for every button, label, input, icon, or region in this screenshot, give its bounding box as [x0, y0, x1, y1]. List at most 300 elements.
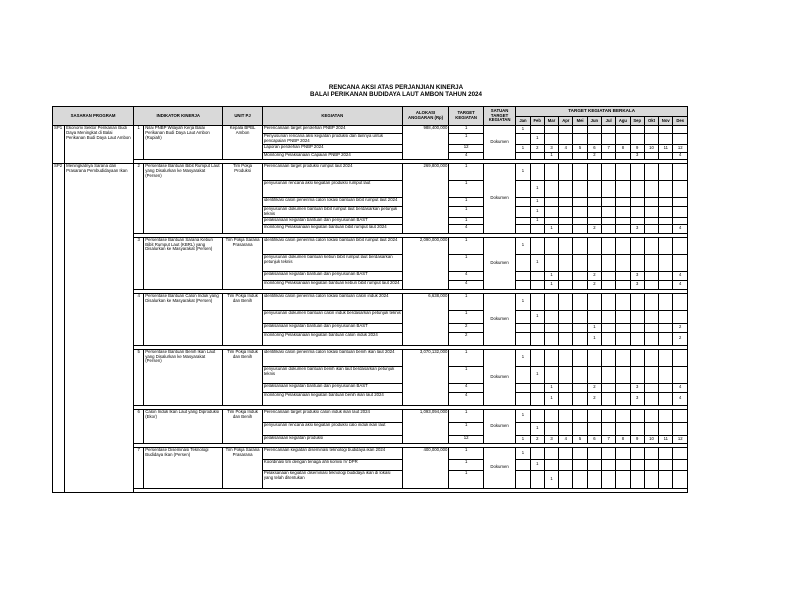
month-cell: 4 — [673, 152, 688, 159]
month-cell — [644, 383, 658, 392]
month-cell — [544, 163, 558, 180]
month-cell — [559, 293, 573, 310]
month-cell — [616, 447, 630, 459]
month-cell — [544, 310, 558, 323]
kegiatan-text: identifikasi calon penerima calon lokasi bantuan bibit rumput laut 2024 — [262, 197, 402, 206]
month-cell — [659, 409, 673, 422]
indikator-number: 2 — [134, 163, 144, 233]
month-cell — [673, 422, 688, 435]
table-row — [53, 409, 688, 422]
month-cell: 1 — [544, 152, 558, 159]
month-cell — [559, 180, 573, 197]
month-cell — [659, 447, 673, 459]
month-cell: 1 — [530, 134, 544, 145]
month-cell — [644, 349, 658, 366]
month-cell — [673, 197, 688, 206]
month-cell: 6 — [587, 435, 601, 443]
month-cell — [659, 280, 673, 289]
month-cell — [587, 293, 601, 310]
month-cell — [616, 293, 630, 310]
month-cell — [587, 197, 601, 206]
month-cell — [644, 224, 658, 233]
month-cell — [602, 163, 616, 180]
month-cell: 2 — [587, 392, 601, 405]
document-subtitle: BALAI PERIKANAN BUDIDAYA LAUT AMBON TAHUN 2024 — [310, 91, 482, 98]
alokasi-anggaran: 269,800,000 — [402, 163, 449, 233]
month-cell — [630, 459, 644, 470]
month-cell: 1 — [516, 435, 530, 443]
month-cell — [573, 392, 587, 405]
month-cell — [602, 447, 616, 459]
target-kegiatan: 1 — [449, 447, 483, 459]
target-kegiatan: 1 — [449, 310, 483, 323]
month-cell — [559, 310, 573, 323]
month-cell — [616, 366, 630, 383]
month-cell — [630, 126, 644, 134]
kegiatan-text: pelaksanaan kegiatan bantuan dan penyusunan BAST — [262, 383, 402, 392]
month-cell — [544, 332, 558, 345]
month-cell — [544, 197, 558, 206]
month-cell: 10 — [644, 435, 658, 443]
month-cell — [544, 180, 558, 197]
month-cell: 1 — [516, 293, 530, 310]
month-cell — [616, 280, 630, 289]
month-cell — [516, 470, 530, 488]
month-cell — [659, 271, 673, 280]
target-kegiatan: 1 — [449, 349, 483, 366]
month-cell: 1 — [516, 237, 530, 254]
indikator-text: Persentase Diseminasi Teknologi Budidaya Ikan (Persen) — [144, 447, 223, 488]
month-cell — [616, 152, 630, 159]
alokasi-anggaran: 400,000,000 — [402, 447, 449, 488]
month-cell — [602, 271, 616, 280]
month-cell — [602, 366, 616, 383]
month-cell: 3 — [630, 280, 644, 289]
month-cell: 2 — [587, 224, 601, 233]
target-kegiatan: 12 — [449, 144, 483, 152]
target-kegiatan: 1 — [449, 409, 483, 422]
header-indikator: INDIKATOR KINERJA — [134, 107, 223, 126]
month-cell: 1 — [530, 217, 544, 224]
month-cell: 1 — [544, 224, 558, 233]
month-cell — [616, 323, 630, 332]
month-cell — [573, 152, 587, 159]
month-cell — [530, 293, 544, 310]
month-cell — [530, 152, 544, 159]
month-cell: 1 — [516, 144, 530, 152]
target-kegiatan: 2 — [449, 323, 483, 332]
month-cell: 2 — [587, 280, 601, 289]
month-cell: 1 — [544, 280, 558, 289]
month-cell — [616, 383, 630, 392]
month-cell: 1 — [544, 470, 558, 488]
kegiatan-text: identifikasi calon penerima calon lokasi bantuan bibit rumput laut 2024 — [262, 237, 402, 254]
month-cell: 2 — [673, 332, 688, 345]
month-cell — [587, 126, 601, 134]
month-cell — [573, 271, 587, 280]
month-cell — [587, 447, 601, 459]
month-cell — [559, 254, 573, 271]
month-cell — [587, 180, 601, 197]
month-cell — [630, 163, 644, 180]
month-cell — [530, 126, 544, 134]
month-cell — [673, 254, 688, 271]
month-cell — [644, 366, 658, 383]
indikator-number: 5 — [134, 349, 144, 405]
month-cell — [559, 459, 573, 470]
month-cell — [530, 332, 544, 345]
month-cell — [573, 422, 587, 435]
month-cell — [602, 197, 616, 206]
month-cell — [602, 280, 616, 289]
header-month: Mar — [544, 117, 558, 126]
kegiatan-text: monitoring Pelaksanaan kegiatan bantuan calon induk 2024 — [262, 332, 402, 345]
month-cell — [673, 409, 688, 422]
table-row — [53, 447, 688, 459]
month-cell: 1 — [530, 180, 544, 197]
month-cell — [573, 280, 587, 289]
month-cell — [673, 470, 688, 488]
month-cell — [644, 470, 658, 488]
month-cell — [587, 163, 601, 180]
month-cell: 4 — [673, 392, 688, 405]
table-row — [53, 237, 688, 254]
month-cell — [516, 366, 530, 383]
month-cell: 5 — [573, 144, 587, 152]
header-kegiatan: KEGIATAN — [262, 107, 402, 126]
month-cell: 8 — [616, 435, 630, 443]
month-cell — [659, 197, 673, 206]
month-cell — [516, 280, 530, 289]
month-cell: 4 — [673, 280, 688, 289]
target-kegiatan: 1 — [449, 293, 483, 310]
kegiatan-text: identifikasi calon penerima calon lokasi bantuan benih ikan laut 2024 — [262, 349, 402, 366]
month-cell — [602, 254, 616, 271]
month-cell: 11 — [659, 435, 673, 443]
month-cell — [516, 332, 530, 345]
header-target-kegiatan: TARGET KEGIATAN — [449, 107, 483, 126]
month-cell: 10 — [644, 144, 658, 152]
month-cell — [673, 206, 688, 217]
month-cell: 1 — [516, 126, 530, 134]
unit-pj: Tim Pokja Sarana Prasarana — [223, 447, 263, 488]
table-row — [53, 349, 688, 366]
kegiatan-text: penyusunan rencana aksi kegiatan produksi calo induk ikan laut — [262, 422, 402, 435]
month-cell — [673, 237, 688, 254]
header-month: Sep — [630, 117, 644, 126]
month-cell — [644, 459, 658, 470]
month-cell — [516, 152, 530, 159]
alokasi-anggaran: 988,400,000 — [402, 126, 449, 160]
month-cell — [616, 126, 630, 134]
target-kegiatan: 1 — [449, 134, 483, 145]
header-month: Jun — [587, 117, 601, 126]
month-cell — [573, 126, 587, 134]
month-cell — [559, 280, 573, 289]
month-cell — [559, 152, 573, 159]
month-cell — [644, 197, 658, 206]
month-cell — [573, 217, 587, 224]
header-satuan: SATUAN TARGET KEGIATAN — [483, 107, 515, 126]
header-month: Jul — [602, 117, 616, 126]
document-title: RENCANA AKSI ATAS PERJANJIAN KINERJA — [328, 84, 464, 91]
month-cell — [659, 217, 673, 224]
month-cell — [587, 310, 601, 323]
month-cell — [630, 254, 644, 271]
month-cell — [573, 224, 587, 233]
satuan-target: Dokumen — [483, 447, 515, 488]
month-cell — [516, 383, 530, 392]
target-kegiatan: 1 — [449, 126, 483, 134]
month-cell — [559, 447, 573, 459]
satuan-target: Dokumen — [483, 237, 515, 289]
month-cell: 9 — [630, 144, 644, 152]
month-cell — [516, 271, 530, 280]
month-cell: 2 — [530, 435, 544, 443]
target-kegiatan: 1 — [449, 180, 483, 197]
month-cell — [544, 293, 558, 310]
month-cell: 7 — [602, 144, 616, 152]
month-cell — [559, 323, 573, 332]
month-cell — [573, 409, 587, 422]
month-cell: 1 — [530, 310, 544, 323]
indikator-number: 4 — [134, 293, 144, 345]
target-kegiatan: 4 — [449, 280, 483, 289]
month-cell: 1 — [516, 349, 530, 366]
month-cell — [559, 271, 573, 280]
month-cell — [616, 332, 630, 345]
month-cell — [602, 383, 616, 392]
month-cell: 8 — [616, 144, 630, 152]
month-cell — [616, 134, 630, 145]
target-kegiatan: 4 — [449, 271, 483, 280]
month-cell — [587, 254, 601, 271]
month-cell — [573, 323, 587, 332]
month-cell — [644, 206, 658, 217]
month-cell: 9 — [630, 435, 644, 443]
sasaran-text: Meningkatnya Sarana dan Prasarana Pembudidayaan Ikan — [65, 163, 134, 492]
target-kegiatan: 1 — [449, 237, 483, 254]
month-cell — [673, 447, 688, 459]
month-cell — [630, 180, 644, 197]
month-cell — [573, 293, 587, 310]
month-cell — [544, 349, 558, 366]
month-cell — [616, 422, 630, 435]
month-cell — [559, 332, 573, 345]
month-cell — [616, 459, 630, 470]
kegiatan-text: Perencanaan target perolehan PNBP 2024 — [262, 126, 402, 134]
month-cell — [573, 134, 587, 145]
month-cell — [530, 323, 544, 332]
month-cell: 4 — [673, 271, 688, 280]
month-cell: 3 — [544, 144, 558, 152]
month-cell — [602, 323, 616, 332]
month-cell — [616, 217, 630, 224]
unit-pj: Kepala BPBL Ambon — [223, 126, 263, 160]
header-month: Mei — [573, 117, 587, 126]
month-cell — [644, 447, 658, 459]
month-cell — [673, 293, 688, 310]
indikator-text: Nilai PNBP Wilayah Kerja Balai Perikanan Budi Daya Laut Ambon (Rupiah) — [144, 126, 223, 160]
month-cell: 1 — [530, 422, 544, 435]
month-cell — [559, 349, 573, 366]
header-unit: UNIT PJ — [223, 107, 263, 126]
month-cell — [573, 310, 587, 323]
month-cell — [644, 332, 658, 345]
target-kegiatan: 4 — [449, 152, 483, 159]
month-cell — [616, 237, 630, 254]
month-cell — [559, 237, 573, 254]
table-row — [53, 293, 688, 310]
kegiatan-text: identifikasi calon penerima calon lokasi bantuan calon induk 2024 — [262, 293, 402, 310]
month-cell — [573, 366, 587, 383]
target-kegiatan: 1 — [449, 206, 483, 217]
header-month: Feb — [530, 117, 544, 126]
month-cell — [573, 180, 587, 197]
month-cell: 11 — [659, 144, 673, 152]
month-cell — [516, 217, 530, 224]
month-cell — [616, 349, 630, 366]
month-cell — [516, 459, 530, 470]
month-cell — [559, 163, 573, 180]
month-cell — [559, 217, 573, 224]
month-cell — [602, 134, 616, 145]
month-cell — [516, 197, 530, 206]
month-cell — [559, 224, 573, 233]
target-kegiatan: 1 — [449, 197, 483, 206]
indikator-number: 1 — [134, 126, 144, 160]
target-kegiatan: 4 — [449, 224, 483, 233]
month-cell: 4 — [559, 435, 573, 443]
month-cell: 2 — [673, 323, 688, 332]
month-cell — [544, 459, 558, 470]
month-cell: 2 — [530, 144, 544, 152]
header-month: Okt — [644, 117, 658, 126]
month-cell: 1 — [587, 323, 601, 332]
month-cell — [659, 134, 673, 145]
month-cell: 4 — [673, 383, 688, 392]
month-cell — [644, 152, 658, 159]
month-cell — [602, 237, 616, 254]
month-cell — [587, 422, 601, 435]
kegiatan-text: pelaksanaan kegiatan bantuan dan penyusunan BAST — [262, 217, 402, 224]
kegiatan-text: Laporan perolehan PNBP 2024 — [262, 144, 402, 152]
month-cell: 1 — [530, 206, 544, 217]
indikator-text: Persentase Bantuan Calon Induk yang Disalurkan ke Masyarakat (Persen) — [144, 293, 223, 345]
month-cell — [644, 237, 658, 254]
month-cell: 3 — [630, 224, 644, 233]
month-cell — [573, 206, 587, 217]
kegiatan-text: monitoring Pelaksanaan kegiatan bantuan bibit rumput laut 2024 — [262, 224, 402, 233]
month-cell — [544, 206, 558, 217]
month-cell — [602, 224, 616, 233]
kegiatan-text: penyusunan dokumen bantuan bibit rumput laut berdasarkan petunjuk teknis — [262, 206, 402, 217]
month-cell — [673, 126, 688, 134]
month-cell — [644, 217, 658, 224]
month-cell — [644, 163, 658, 180]
month-cell — [644, 409, 658, 422]
month-cell — [644, 422, 658, 435]
month-cell — [659, 323, 673, 332]
month-cell — [616, 271, 630, 280]
month-cell — [587, 409, 601, 422]
header-month: Agu — [616, 117, 630, 126]
satuan-target: Dokumen — [483, 163, 515, 233]
month-cell: 1 — [544, 271, 558, 280]
month-cell — [602, 422, 616, 435]
month-cell — [516, 310, 530, 323]
month-cell — [673, 217, 688, 224]
month-cell — [630, 293, 644, 310]
month-cell: 6 — [587, 144, 601, 152]
month-cell — [516, 180, 530, 197]
month-cell — [544, 323, 558, 332]
month-cell — [602, 409, 616, 422]
month-cell — [587, 237, 601, 254]
month-cell: 1 — [530, 459, 544, 470]
kegiatan-text: pelaksanaan kegiatan bantuan dan penyusunan BAST — [262, 323, 402, 332]
month-cell — [602, 152, 616, 159]
month-cell — [530, 237, 544, 254]
month-cell — [659, 392, 673, 405]
alokasi-anggaran: 6,638,000 — [402, 293, 449, 345]
indikator-text: Calon Induk Ikan Laut yang Diproduksi (Ekor) — [144, 409, 223, 443]
month-cell — [630, 237, 644, 254]
month-cell — [659, 366, 673, 383]
kegiatan-text: Perencanaan target produksi calon induk ikan laut 2024 — [262, 409, 402, 422]
month-cell — [644, 280, 658, 289]
rencana-aksi-table — [52, 106, 688, 493]
month-cell — [530, 470, 544, 488]
month-cell — [673, 366, 688, 383]
kegiatan-text: penyusunan dokumen bantuan kebun bibit rumput laut berdasarkan petunjuk teknis — [262, 254, 402, 271]
month-cell — [602, 126, 616, 134]
month-cell — [587, 134, 601, 145]
month-cell — [573, 447, 587, 459]
month-cell — [544, 366, 558, 383]
month-cell — [616, 206, 630, 217]
month-cell — [659, 163, 673, 180]
kegiatan-text: Perencanaan target produksi rumput laut 2024 — [262, 163, 402, 180]
target-kegiatan: 4 — [449, 383, 483, 392]
month-cell — [644, 271, 658, 280]
target-kegiatan: 2 — [449, 332, 483, 345]
month-cell — [659, 470, 673, 488]
month-cell — [516, 224, 530, 233]
month-cell: 12 — [673, 435, 688, 443]
month-cell: 2 — [587, 383, 601, 392]
month-cell — [559, 470, 573, 488]
target-kegiatan: 1 — [449, 366, 483, 383]
month-cell: 2 — [587, 271, 601, 280]
month-cell — [673, 459, 688, 470]
month-cell — [544, 134, 558, 145]
month-cell — [587, 470, 601, 488]
month-cell — [659, 310, 673, 323]
month-cell — [530, 409, 544, 422]
month-cell: 1 — [516, 447, 530, 459]
target-kegiatan: 4 — [449, 392, 483, 405]
month-cell — [587, 349, 601, 366]
month-cell — [659, 224, 673, 233]
month-cell — [544, 237, 558, 254]
month-cell: 1 — [530, 254, 544, 271]
indikator-text: Persentase Bantuan Sarana Kebun Bibit Rumput Laut (KBRL) yang Disalurkan ke Masyarakat (Persen) — [144, 237, 223, 289]
month-cell — [630, 470, 644, 488]
month-cell — [630, 332, 644, 345]
month-cell — [573, 459, 587, 470]
month-cell — [659, 126, 673, 134]
